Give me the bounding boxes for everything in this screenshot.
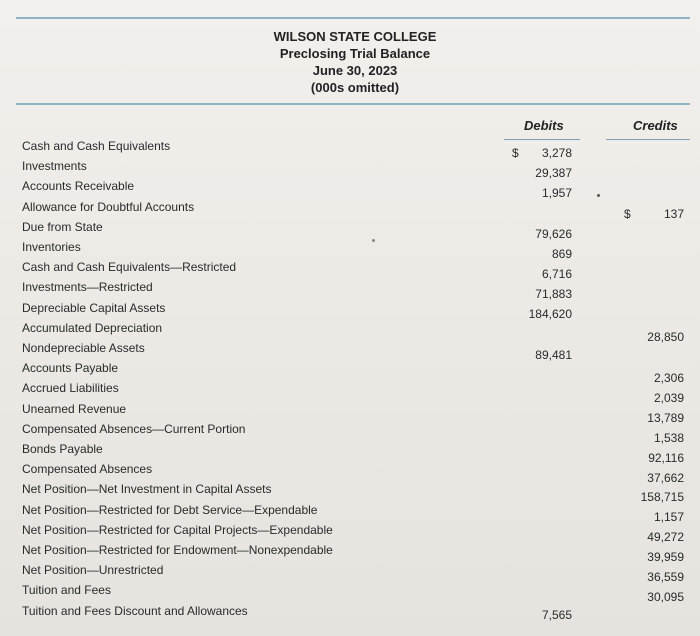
account-label: Tuition and Fees: [22, 583, 111, 597]
credit-amount: 92,116: [648, 451, 684, 465]
credit-amount: 13,789: [647, 411, 684, 425]
account-label: Unearned Revenue: [22, 402, 127, 416]
account-label: Cash and Cash Equivalents: [22, 139, 171, 153]
credit-amount: 1,157: [653, 510, 684, 524]
credit-dollar-sign: $: [624, 207, 631, 221]
account-label: Compensated Absences: [22, 462, 153, 476]
account-label: Tuition and Fees Discount and Allowances: [22, 604, 248, 618]
account-label: Net Position—Restricted for Capital Projects—Expendable: [22, 523, 333, 537]
account-label: Investments: [22, 159, 87, 173]
debit-amount: 29,387: [535, 166, 572, 180]
account-label: Compensated Absences—Current Portion: [22, 422, 246, 436]
debit-amount: 71,883: [535, 287, 572, 301]
debit-amount: 79,626: [535, 227, 572, 241]
credits-column-header: Credits: [633, 118, 678, 133]
account-label: Net Position—Unrestricted: [22, 563, 164, 577]
credit-amount: 49,272: [647, 530, 684, 544]
institution-name: WILSON STATE COLLEGE: [273, 29, 437, 44]
account-label: Net Position—Restricted for Endowment—Nonexpendable: [22, 543, 333, 557]
account-label: Investments—Restricted: [22, 280, 153, 294]
account-label: Inventories: [22, 240, 81, 254]
account-label: Net Position—Net Investment in Capital Assets: [22, 482, 272, 496]
account-label: Cash and Cash Equivalents—Restricted: [22, 260, 237, 274]
credit-amount: 158,715: [640, 490, 684, 504]
credit-amount: 30,095: [647, 590, 684, 604]
credit-amount: 36,559: [647, 570, 684, 584]
statement-date: June 30, 2023: [312, 63, 398, 78]
debit-amount: 3,278: [541, 146, 572, 160]
statement-title: Preclosing Trial Balance: [279, 46, 431, 61]
account-label: Net Position—Restricted for Debt Service—Expendable: [22, 503, 318, 517]
debit-dollar-sign: $: [512, 146, 519, 160]
account-label: Due from State: [22, 220, 103, 234]
debits-column-header: Debits: [524, 118, 564, 133]
credit-amount: 37,662: [647, 471, 684, 485]
credit-amount: 137: [663, 207, 684, 221]
debit-amount: 184,620: [528, 307, 572, 321]
credit-amount: 1,538: [653, 431, 684, 445]
debit-amount: 89,481: [535, 348, 572, 362]
credit-amount: 28,850: [647, 330, 684, 344]
account-label: Nondepreciable Assets: [22, 341, 145, 355]
account-label: Allowance for Doubtful Accounts: [22, 200, 195, 214]
account-label: Bonds Payable: [22, 442, 103, 456]
account-label: Accrued Liabilities: [22, 381, 119, 395]
debit-amount: 6,716: [541, 267, 572, 281]
units-note: (000s omitted): [310, 80, 400, 95]
debit-amount: 7,565: [541, 608, 572, 622]
debit-amount: 1,957: [541, 186, 572, 200]
account-label: Accounts Receivable: [22, 179, 135, 193]
credit-amount: 39,959: [647, 550, 684, 564]
credit-amount: 2,039: [653, 391, 684, 405]
credit-amount: 2,306: [653, 371, 684, 385]
account-label: Accumulated Depreciation: [22, 321, 163, 335]
account-label: Depreciable Capital Assets: [22, 301, 166, 315]
debit-amount: 869: [551, 247, 572, 261]
account-label: Accounts Payable: [22, 361, 119, 375]
